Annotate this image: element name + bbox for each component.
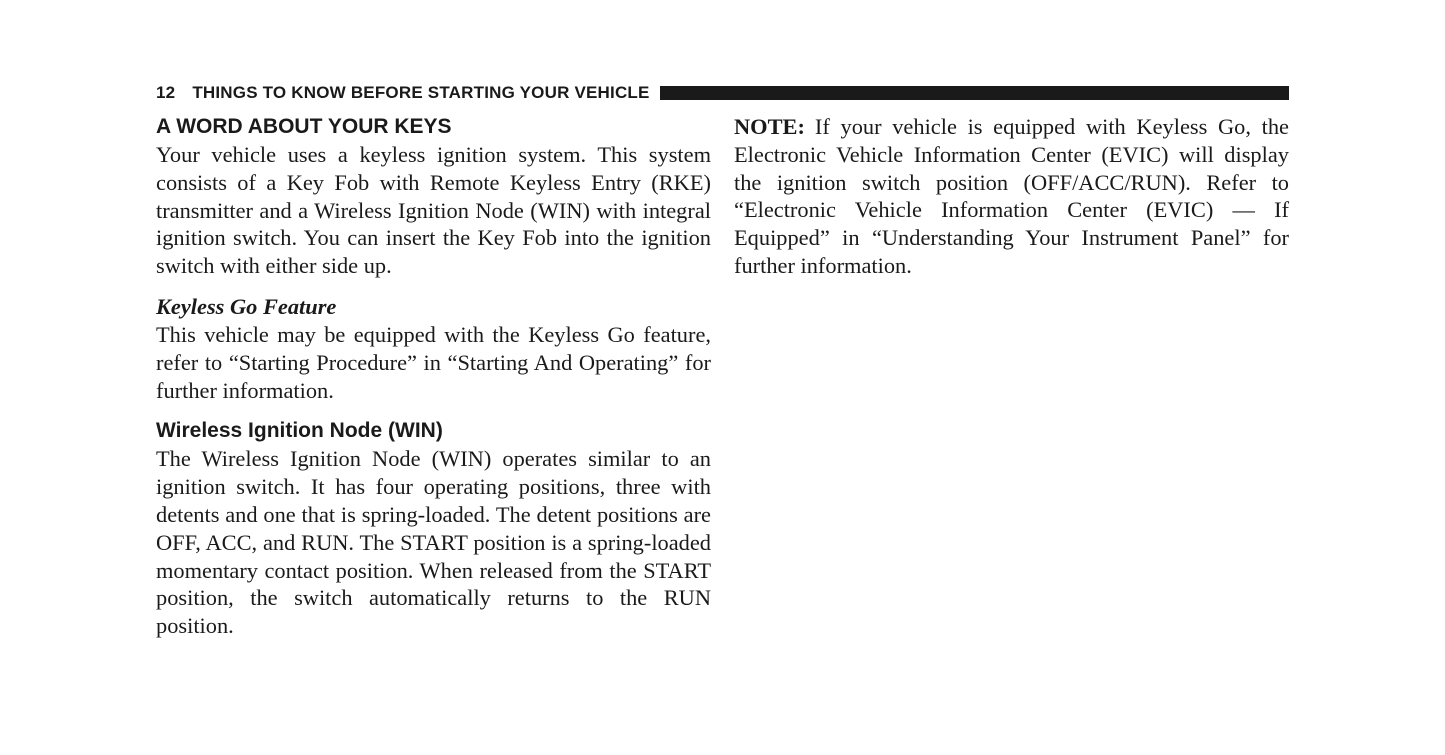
left-column bbox=[156, 113, 711, 640]
header-rule bbox=[660, 86, 1289, 100]
right-column bbox=[734, 113, 1289, 280]
section-heading-keyless-go: Keyless Go Feature bbox=[156, 293, 337, 319]
page-header bbox=[156, 82, 1289, 104]
chapter-title: THINGS TO KNOW BEFORE STARTING YOUR VEHICLE bbox=[192, 83, 650, 102]
section-body-keys: Your vehicle uses a keyless ignition system. This system consists of a Key Fob with Remote Keyless Entry (RKE) transmitter and a Wireless Ignition Node (WIN) with integral ignition switch. You can insert the Key Fob into the ignition switch with either side up. bbox=[156, 142, 711, 279]
section-heading-keys: A WORD ABOUT YOUR KEYS bbox=[156, 115, 452, 138]
section-body-keyless-go: This vehicle may be equipped with the Keyless Go feature, refer to “Starting Procedure” in “Starting And Operating” for further information. bbox=[156, 321, 711, 403]
page-number: 12 bbox=[156, 83, 176, 102]
section-heading-win: Wireless Ignition Node (WIN) bbox=[156, 419, 443, 443]
section-body-win: The Wireless Ignition Node (WIN) operates similar to an ignition switch. It has four operating positions, three with detents and one that is spring-loaded. The detent positions are OFF, ACC, and RUN. The START position is a spring-loaded momentary contact position. When released from the START position, the switch automatically returns to the RUN position. bbox=[156, 446, 711, 639]
note-body: If your vehicle is equipped with Keyless Go, the Electronic Vehicle Information Center (EVIC) will display the ignition switch position (OFF/ACC/RUN). Refer to “Electronic Vehicle Information Center (EVIC) — If Equipped” in “Understanding Your Instrument Panel” for further information. bbox=[734, 114, 1289, 278]
note-paragraph bbox=[734, 113, 1289, 280]
note-label: NOTE: bbox=[734, 114, 805, 139]
